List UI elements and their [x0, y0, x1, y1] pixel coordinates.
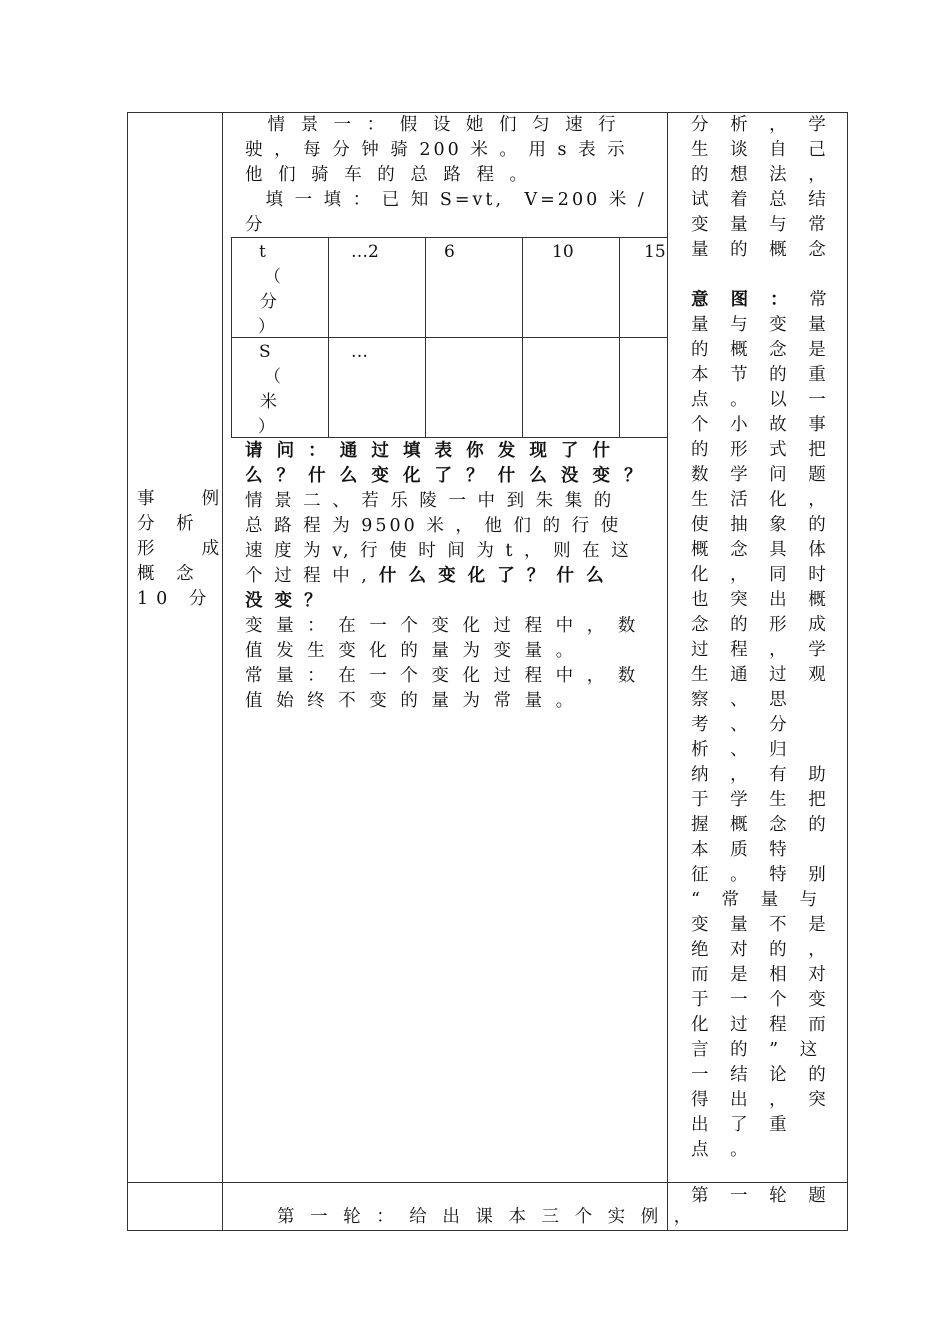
table-header-t: t — [259, 242, 266, 262]
right-cell-line: 察 、 思 — [691, 690, 795, 710]
scene2-line: 速 度 为 v, 行 使 时 间 为 t ， 则 在 这 — [245, 541, 632, 561]
right-cell-line: 征 。 特 别 — [691, 865, 834, 885]
column-divider-1 — [222, 112, 223, 1231]
inner-table-bottom — [231, 437, 668, 438]
inner-table-col-4 — [619, 237, 620, 438]
right-cell-line: 的 形 式 把 — [691, 440, 834, 460]
inner-table-col-3 — [522, 237, 523, 438]
scene2-bold-text: 什 么 变 化 了 ？ 什 么 — [369, 566, 607, 586]
inner-table-mid — [231, 337, 668, 338]
scene2-line: 情 景 二 、 若 乐 陵 一 中 到 朱 集 的 — [245, 491, 615, 511]
table-header-paren: ） — [258, 417, 275, 437]
column-divider-2 — [667, 112, 668, 1231]
right-cell-line: 析 、 归 — [691, 740, 795, 760]
table-header-paren: （ — [264, 267, 281, 287]
inner-table-col-2 — [425, 237, 426, 438]
right-cell-line: 数 学 问 题 — [691, 465, 834, 485]
table-header-unit: 米 — [260, 392, 277, 412]
bottom-row-text: 第 一 轮 ： 给 出 课 本 三 个 实 例 ， — [277, 1207, 697, 1227]
right-cell-line: 分 析 ， 学 — [691, 115, 834, 135]
right-cell-line: 纳 ， 有 助 — [691, 765, 834, 785]
table-bottom-border — [127, 1230, 848, 1231]
intent-label: 意 图 ： — [691, 290, 796, 310]
right-cell-line: 化 过 程 而 — [691, 1015, 834, 1035]
right-bottom-text: 第 一 轮 题 — [691, 1186, 834, 1206]
right-cell-line: 考 、 分 — [691, 715, 795, 735]
right-cell-line: 言 的 ” 这 — [691, 1040, 826, 1060]
table-cell: … — [351, 342, 368, 362]
question-line: 请 问 ： 通 过 填 表 你 发 现 了 什 — [245, 441, 615, 461]
intro-line: 驶 ， 每 分 钟 骑 200 米 。 用 s 表 示 — [245, 140, 628, 160]
definition-line: 值 发 生 变 化 的 量 为 变 量 。 — [245, 641, 578, 661]
definition-line: 值 始 终 不 变 的 量 为 常 量 。 — [245, 691, 578, 711]
right-cell-line: 出 了 重 — [691, 1115, 795, 1135]
left-cell-line: 事 例 — [137, 489, 228, 509]
right-cell-line: 而 是 相 对 — [691, 965, 834, 985]
table-left-border — [127, 112, 128, 1231]
inner-table-col-1 — [328, 237, 329, 438]
right-cell-line: 的 概 念 是 — [691, 340, 834, 360]
right-cell-line: 于 学 生 把 — [691, 790, 834, 810]
right-cell-line: 念 的 形 成 — [691, 615, 834, 635]
table-cell: 6 — [444, 242, 455, 262]
left-cell-line: 分 析 — [137, 514, 202, 534]
right-cell-line: 点 。 以 一 — [691, 390, 834, 410]
right-cell-line: 变 量 不 是 — [691, 915, 834, 935]
table-header-unit: 分 — [260, 292, 277, 312]
inner-table-top — [231, 237, 668, 238]
intro-line: 他 们 骑 车 的 总 路 程 。 — [245, 165, 533, 185]
right-cell-line: 过 程 ， 学 — [691, 640, 834, 660]
intent-line — [691, 288, 835, 313]
right-cell-line: 使 抽 象 的 — [691, 515, 834, 535]
right-cell-line: 个 小 故 事 — [691, 415, 834, 435]
right-cell-line: 一 结 论 的 — [691, 1065, 834, 1085]
table-cell: 10 — [552, 242, 574, 262]
right-cell-line: 生 通 过 观 — [691, 665, 834, 685]
right-cell-line: 试 着 总 结 — [691, 190, 834, 210]
definition-line: 变 量 ： 在 一 个 变 化 过 程 中 ， 数 — [245, 616, 640, 636]
left-cell-line: 10 分 — [137, 589, 215, 609]
right-cell-line: 得 出 ， 突 — [691, 1090, 834, 1110]
intent-rest: 常 — [795, 290, 835, 310]
right-cell-line: 于 一 个 变 — [691, 990, 834, 1010]
right-cell-line: 生 活 化 ， — [691, 490, 834, 510]
scene2-line: 总 路 程 为 9500 米 ， 他 们 的 行 使 — [245, 516, 622, 536]
right-cell-line: 变 量 与 常 — [691, 215, 834, 235]
right-cell-line: 本 质 特 — [691, 840, 795, 860]
left-cell-line: 概 念 — [137, 564, 202, 584]
right-cell-line: 量 的 概 念 — [691, 240, 834, 260]
table-row-divider — [127, 1182, 848, 1183]
right-cell-line: 量 与 变 量 — [691, 315, 834, 335]
intro-line: 分 — [245, 215, 263, 235]
scene2-plain-text: 个 过 程 中 , — [245, 566, 370, 586]
table-right-border — [847, 112, 848, 1231]
right-cell-line: 绝 对 的 ， — [691, 940, 834, 960]
right-cell-line: 也 突 出 概 — [691, 590, 834, 610]
table-cell: 15 — [644, 242, 666, 262]
intro-line: 情 景 一 ： 假 设 她 们 匀 速 行 — [245, 115, 621, 135]
right-cell-line: 本 节 的 重 — [691, 365, 834, 385]
scene2-line — [245, 564, 607, 589]
table-cell: …2 — [351, 242, 379, 262]
question-line: 么 ？ 什 么 变 化 了 ？ 什 么 没 变 ？ — [245, 466, 646, 486]
scene2-line: 没 变 ？ — [245, 591, 325, 611]
inner-table-left — [231, 237, 232, 438]
table-header-paren: ） — [258, 317, 275, 337]
table-header-paren: （ — [264, 367, 281, 387]
right-cell-line: 握 概 念 的 — [691, 815, 834, 835]
right-cell-line: 点 。 — [691, 1140, 756, 1160]
right-cell-line: 的 想 法 ， — [691, 165, 834, 185]
intro-line: 填 一 填 ： 已 知 S=vt, V=200 米 / — [245, 190, 647, 210]
definition-line: 常 量 ： 在 一 个 变 化 过 程 中 ， 数 — [245, 666, 640, 686]
left-cell-line: 形 成 — [137, 539, 228, 559]
right-cell-line: 概 念 具 体 — [691, 540, 834, 560]
right-cell-line: “ 常 量 与 — [691, 890, 826, 910]
right-cell-line: 化 ， 同 时 — [691, 565, 834, 585]
table-header-s: S — [259, 342, 271, 362]
right-cell-line: 生 谈 自 己 — [691, 140, 834, 160]
